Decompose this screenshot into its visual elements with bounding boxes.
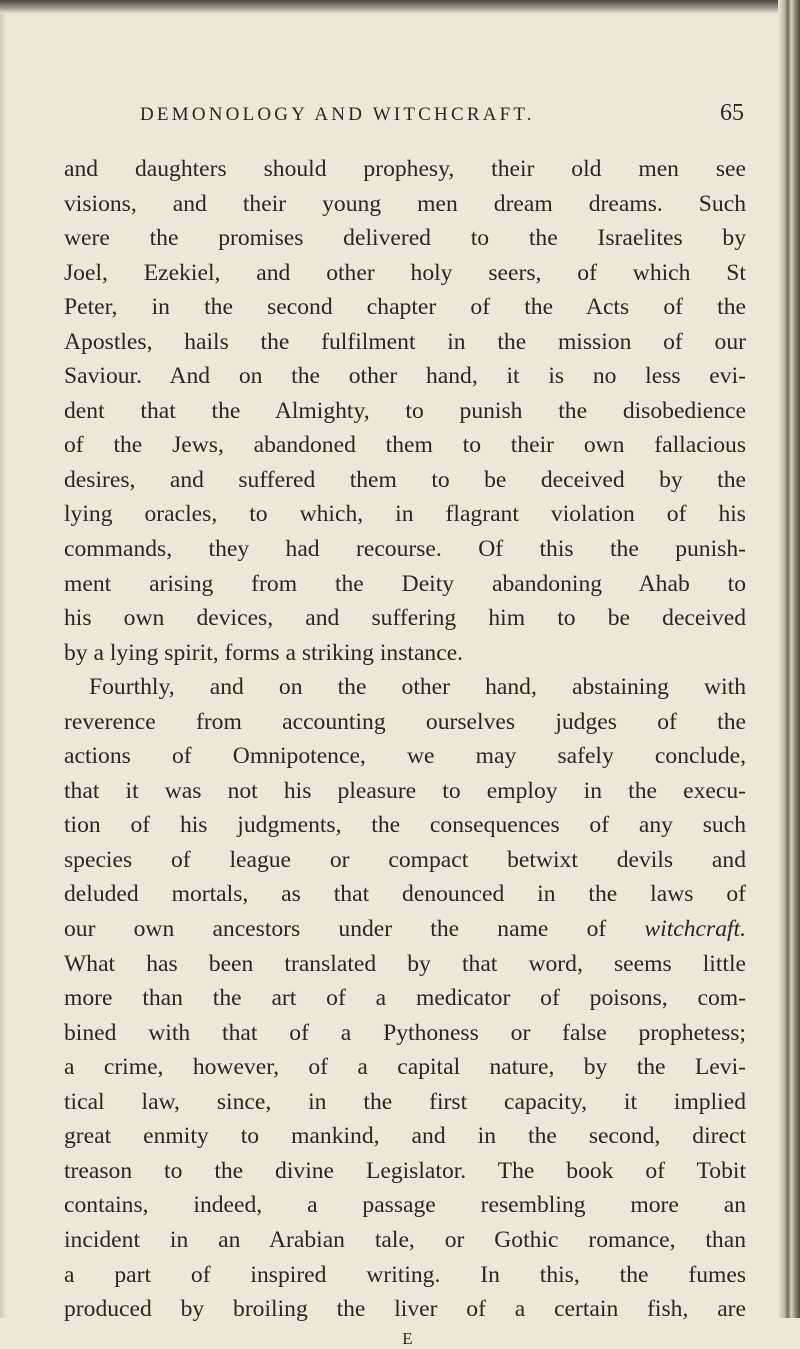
page-header bbox=[64, 100, 746, 148]
text-line: that it was not his pleasure to employ in the execu- bbox=[64, 777, 746, 804]
text-line: treason to the divine Legislator. The book of Tobit bbox=[64, 1157, 746, 1184]
text-line: species of league or compact betwixt devils and bbox=[64, 846, 746, 873]
text-line: desires, and suffered them to be deceived by the bbox=[64, 466, 746, 493]
text-line: a part of inspired writing. In this, the fumes bbox=[64, 1261, 746, 1288]
page-number: 65 bbox=[720, 100, 744, 126]
text-line: a crime, however, of a capital nature, by the Levi- bbox=[64, 1054, 746, 1081]
body-text bbox=[64, 152, 746, 1327]
text-line: great enmity to mankind, and in the second, direct bbox=[64, 1123, 746, 1150]
signature-mark: E bbox=[402, 1328, 414, 1348]
text-line: reverence from accounting ourselves judges of the bbox=[64, 708, 746, 735]
italic-term: witchcraft. bbox=[644, 916, 746, 943]
page-top-shadow bbox=[0, 0, 800, 14]
text-line: actions of Omnipotence, we may safely conclude, bbox=[64, 743, 746, 770]
text-line: visions, and their young men dream dreams. Such bbox=[64, 190, 746, 217]
book-spine-edge bbox=[778, 0, 800, 1318]
text-line-with-italic bbox=[64, 912, 746, 947]
text-line: tion of his judgments, the consequences of any such bbox=[64, 812, 746, 839]
text-line: his own devices, and suffering him to be deceived bbox=[64, 605, 746, 632]
book-page bbox=[64, 100, 746, 1349]
page-left-edge bbox=[0, 14, 6, 1318]
text-line: by a lying spirit, forms a striking instance. bbox=[64, 639, 464, 666]
text-line: commands, they had recourse. Of this the punish- bbox=[64, 536, 746, 563]
text-line: deluded mortals, as that denounced in the laws of bbox=[64, 881, 746, 908]
text-line: contains, indeed, a passage resembling more an bbox=[64, 1192, 746, 1219]
paragraph-start-line: Fourthly, and on the other hand, abstaining with bbox=[89, 674, 746, 701]
text-line: dent that the Almighty, to punish the disobedience bbox=[64, 397, 746, 424]
text-line: incident in an Arabian tale, or Gothic romance, than bbox=[64, 1226, 746, 1253]
text-line: produced by broiling the liver of a certain fish, are bbox=[64, 1296, 746, 1323]
text-line: and daughters should prophesy, their old men see bbox=[64, 156, 746, 182]
text-line: tical law, since, in the first capacity, it implied bbox=[64, 1088, 746, 1115]
running-head: DEMONOLOGY AND WITCHCRAFT. bbox=[140, 104, 535, 125]
text-fragment: our own ancestors under the name of bbox=[64, 916, 607, 943]
text-line: more than the art of a medicator of poisons, com- bbox=[64, 985, 746, 1012]
text-line: Apostles, hails the fulfilment in the mission of our bbox=[64, 328, 746, 355]
text-line: Peter, in the second chapter of the Acts of the bbox=[64, 294, 746, 321]
text-line: lying oracles, to which, in flagrant violation of his bbox=[64, 501, 746, 528]
text-line: Joel, Ezekiel, and other holy seers, of which St bbox=[64, 259, 746, 286]
text-line: bined with that of a Pythoness or false prophetess; bbox=[64, 1019, 746, 1046]
text-line: What has been translated by that word, seems little bbox=[64, 950, 746, 977]
text-line: Saviour. And on the other hand, it is no less evi- bbox=[64, 363, 746, 390]
text-line: were the promises delivered to the Israelites by bbox=[64, 225, 746, 252]
text-line: of the Jews, abandoned them to their own fallacious bbox=[64, 432, 746, 459]
text-line: ment arising from the Deity abandoning Ahab to bbox=[64, 570, 746, 597]
